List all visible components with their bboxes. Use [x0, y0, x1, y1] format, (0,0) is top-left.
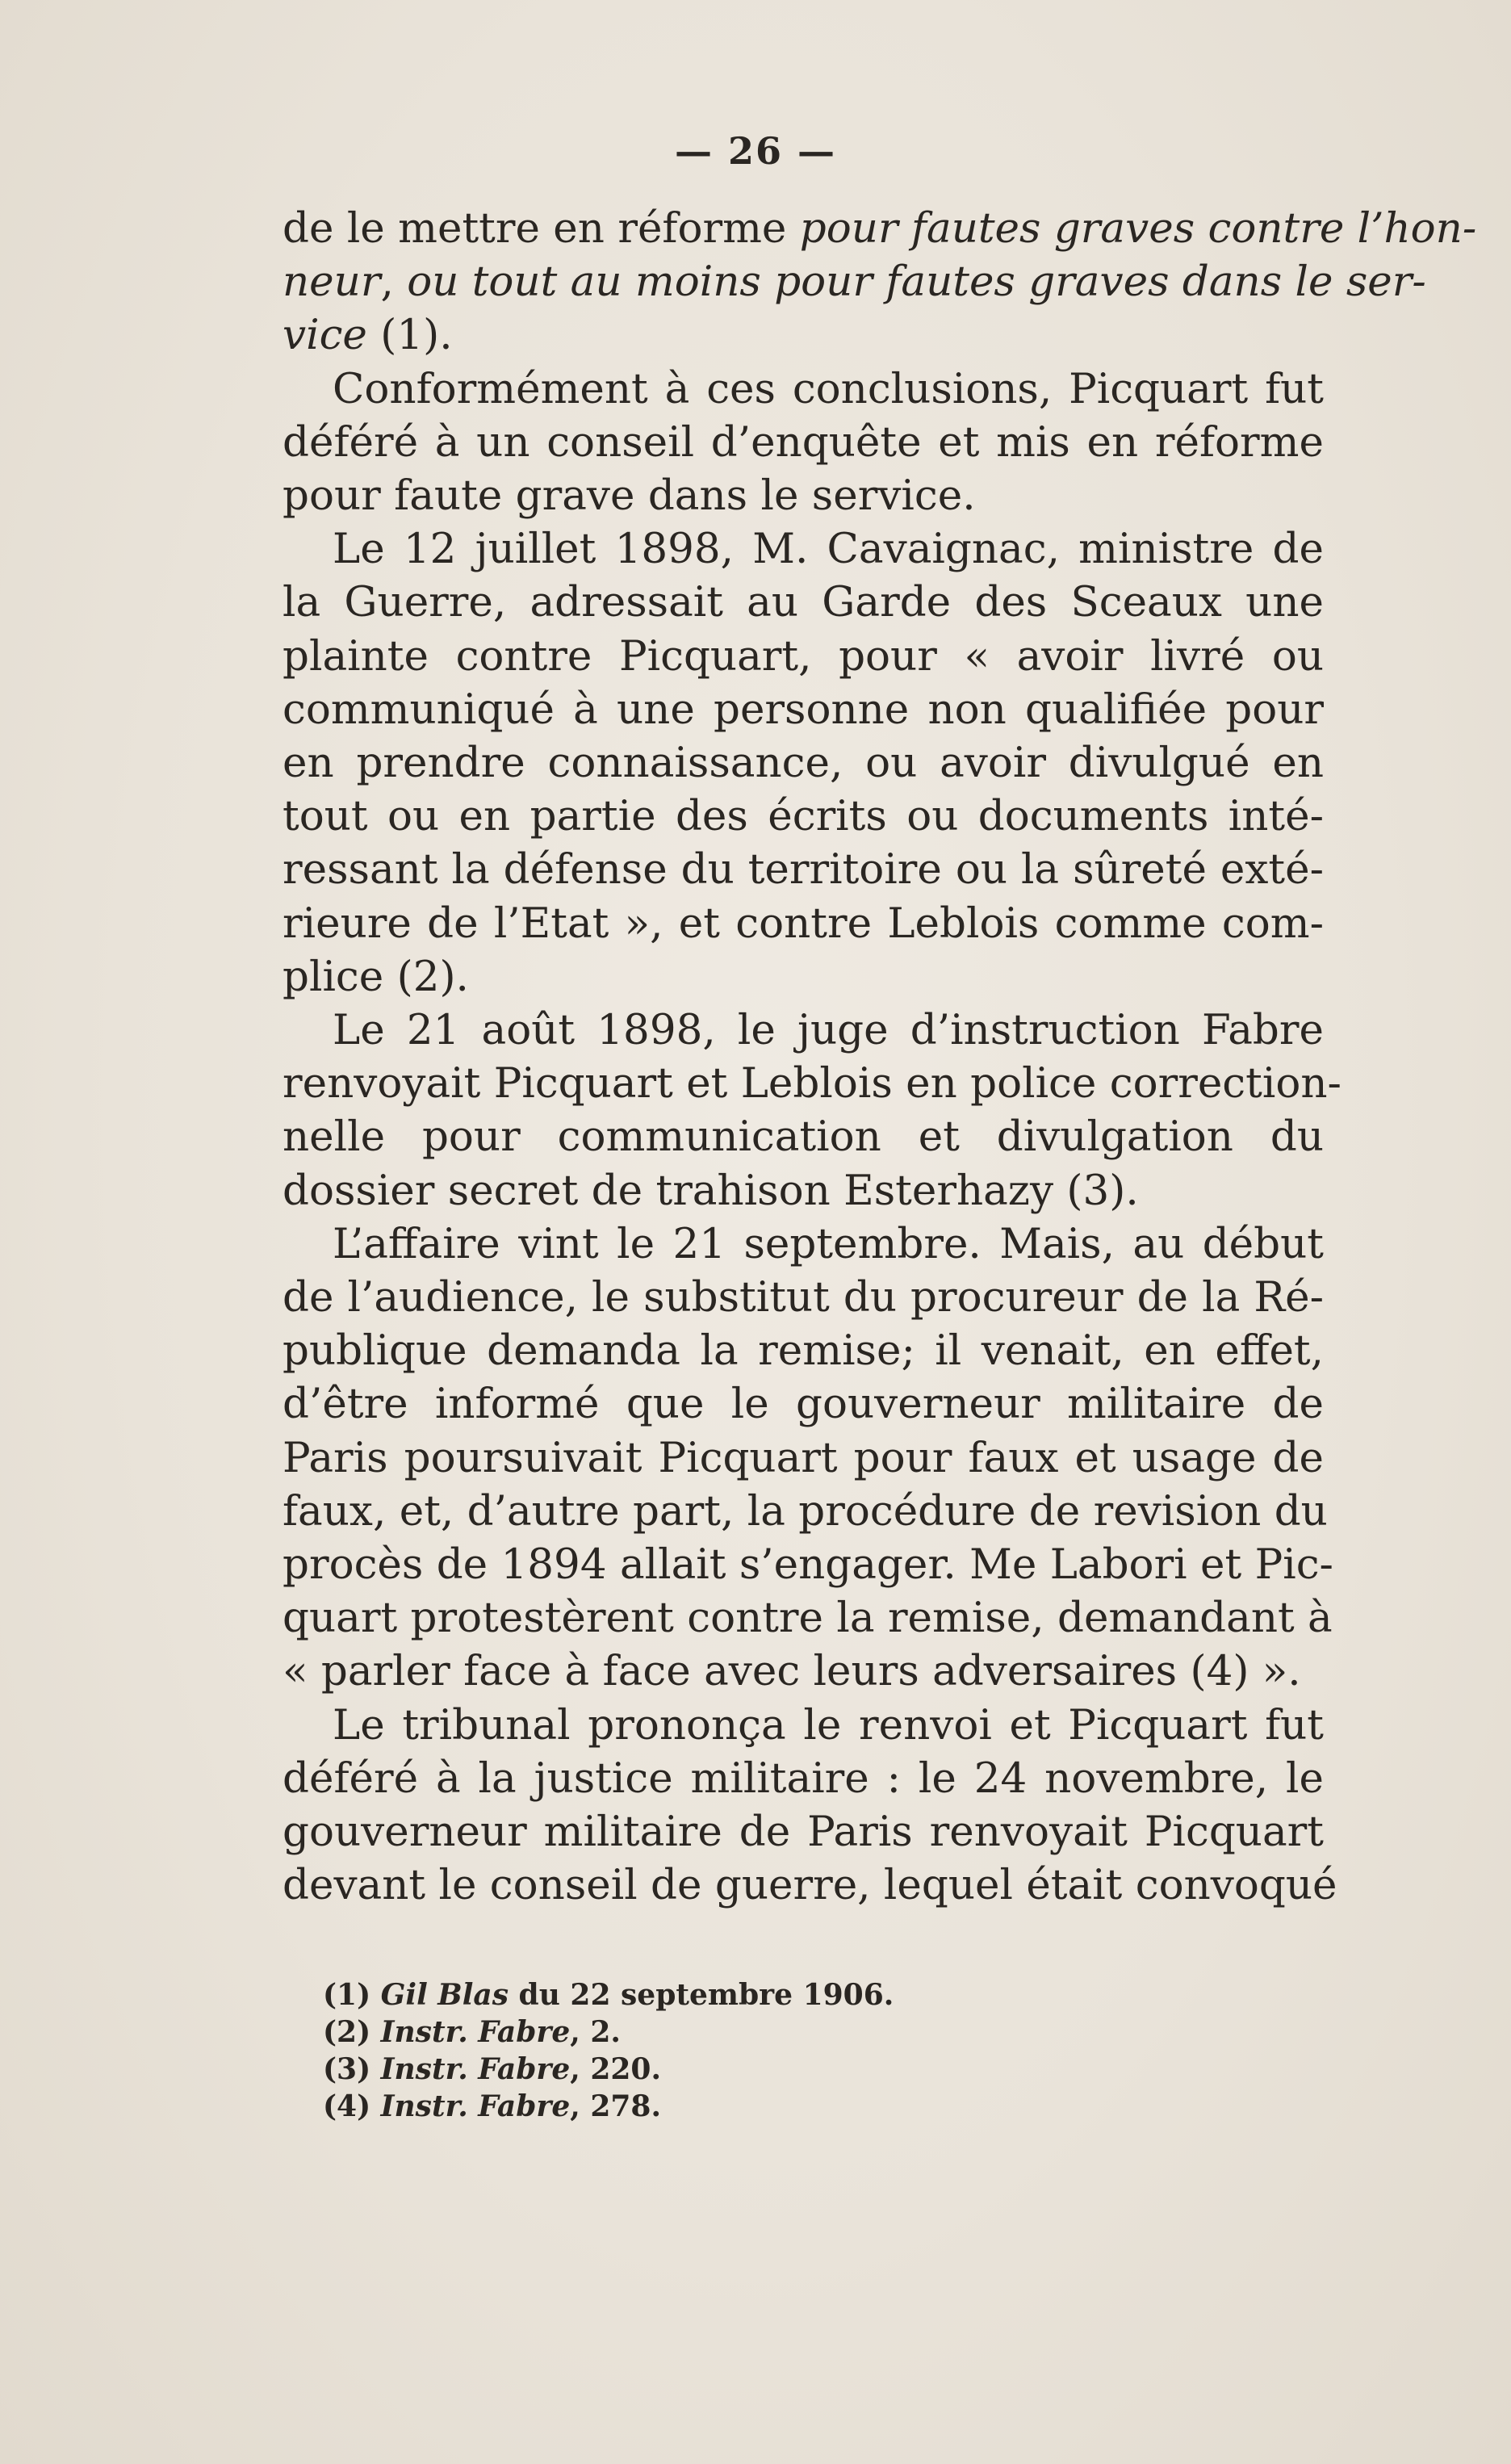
paragraph-start-line: Conformément à ces conclusions, Picquart fut — [333, 364, 1324, 413]
text-line: publique demanda la remise; il venait, en effet, — [283, 1326, 1324, 1376]
text-line: renvoyait Picquart et Leblois en police correction- — [283, 1059, 1341, 1108]
text-line: tout ou en partie des écrits ou documents inté- — [283, 792, 1324, 841]
text-line: plainte contre Picquart, pour « avoir livré ou — [283, 631, 1324, 681]
text-line: nelle pour communication et divulgation du — [283, 1113, 1324, 1162]
footnotes — [323, 1976, 1130, 2125]
text-line: d’être informé que le gouverneur militaire de — [283, 1380, 1324, 1429]
footnote: (2) Instr. Fabre, 2. — [323, 2015, 621, 2049]
text-line: de le mettre en réforme pour fautes graves contre l’hon- — [283, 204, 1477, 253]
footnote: (4) Instr. Fabre, 278. — [323, 2089, 662, 2123]
text-line: devant le conseil de guerre, lequel était convoqué — [283, 1861, 1337, 1910]
footnote: (3) Instr. Fabre, 220. — [323, 2052, 662, 2086]
text-line: « parler face à face avec leurs adversaires (4) ». — [283, 1647, 1301, 1696]
footnote: (1) Gil Blas du 22 septembre 1906. — [323, 1978, 894, 2012]
body-text — [283, 202, 1477, 1913]
text-line: pour faute grave dans le service. — [283, 471, 976, 521]
text-line: dossier secret de trahison Esterhazy (3). — [283, 1166, 1139, 1215]
text-line: rieure de l’Etat », et contre Leblois comme com- — [283, 899, 1324, 948]
paragraph-start-line: Le 12 juillet 1898, M. Cavaignac, ministre de — [333, 525, 1324, 574]
page-number: — 26 — — [674, 129, 837, 173]
text-line: déféré à un conseil d’enquête et mis en réforme — [283, 417, 1324, 467]
text-line: en prendre connaissance, ou avoir divulgué en — [283, 739, 1324, 788]
text-line: Paris poursuivait Picquart pour faux et usage de — [283, 1433, 1324, 1482]
text-line: déféré à la justice militaire : le 24 novembre, le — [283, 1754, 1324, 1803]
text-line: de l’audience, le substitut du procureur de la Ré- — [283, 1273, 1324, 1322]
text-line: faux, et, d’autre part, la procédure de revision du — [283, 1486, 1328, 1536]
text-line: communiqué à une personne non qualifiée pour — [283, 685, 1324, 734]
text-line: neur, ou tout au moins pour fautes graves dans le ser- — [283, 258, 1426, 307]
text-line: gouverneur militaire de Paris renvoyait Picquart — [283, 1808, 1324, 1857]
paragraph-start-line: Le 21 août 1898, le juge d’instruction Fabre — [333, 1006, 1324, 1055]
text-line: quart protestèrent contre la remise, demandant à — [283, 1594, 1333, 1643]
text-line: plice (2). — [283, 952, 469, 1001]
paragraph-start-line: Le tribunal prononça le renvoi et Picquart fut — [333, 1700, 1324, 1750]
paragraph-start-line: L’affaire vint le 21 septembre. Mais, au début — [333, 1219, 1324, 1268]
text-line: vice (1). — [283, 311, 453, 360]
text-line: procès de 1894 allait s’engager. Me Labori et Pic- — [283, 1540, 1333, 1590]
text-line: ressant la défense du territoire ou la sûreté exté- — [283, 845, 1324, 895]
text-line: la Guerre, adressait au Garde des Sceaux une — [283, 578, 1324, 627]
